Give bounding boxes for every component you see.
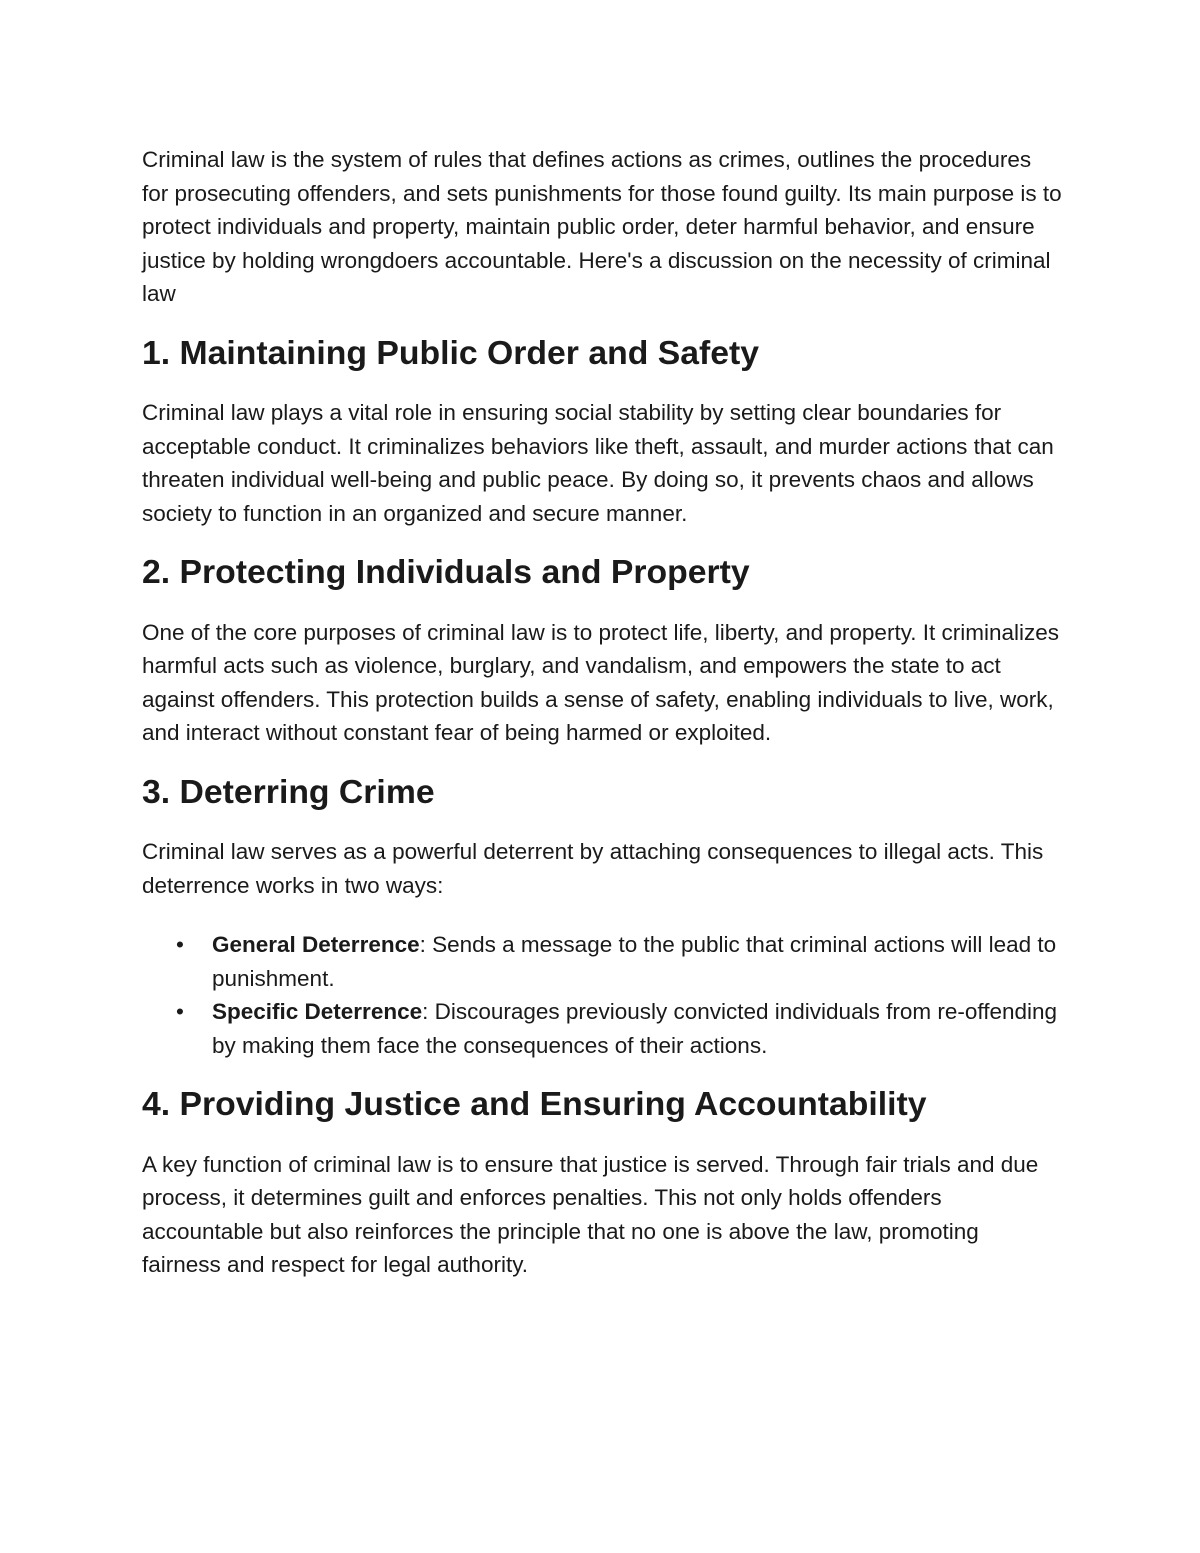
list-item: [142, 995, 1062, 1062]
list-item: [142, 928, 1062, 995]
intro-paragraph: Criminal law is the system of rules that defines actions as crimes, outlines the procedures for prosecuting offenders, and sets punishments for those found guilty. Its main purpose is to protect individuals and property, maintain public order, deter harmful behavior, and ensure justice by holding wrongdoers accountable. Here's a discussion on the necessity of criminal law: [142, 147, 1062, 306]
section-body-justice: A key function of criminal law is to ensure that justice is served. Through fair trials and due process, it determines guilt and enforces penalties. This not only holds offenders accountable but also reinforces the principle that no one is above the law, promoting fairness and respect for legal authority.: [142, 1151, 1039, 1277]
list-item-term: General Deterrence: [212, 932, 420, 957]
section-body-deterring: Criminal law serves as a powerful deterrent by attaching consequences to illegal acts. This deterrence works in two ways:: [142, 839, 1044, 898]
bullet-icon: •: [176, 999, 184, 1024]
section-heading-public-order: 1. Maintaining Public Order and Safety: [142, 333, 759, 372]
list-item-term: Specific Deterrence: [212, 999, 423, 1024]
section-body-protecting: One of the core purposes of criminal law is to protect life, liberty, and property. It criminalizes harmful acts such as violence, burglary, and vandalism, and empowers the state to act against offenders. This protection builds a sense of safety, enabling individuals to live, work, and interact without constant fear of being harmed or exploited.: [142, 619, 1060, 745]
section-body-public-order: Criminal law plays a vital role in ensuring social stability by setting clear boundaries for acceptable conduct. It criminalizes behaviors like theft, assault, and murder actions that can threaten individual well-being and public peace. By doing so, it prevents chaos and allows society to function in an organized and secure manner.: [142, 400, 1054, 526]
section-heading-justice: 4. Providing Justice and Ensuring Accountability: [142, 1085, 927, 1123]
list-item-text: : Sends a message to the public that criminal actions will lead to punishment.: [212, 932, 1057, 991]
bullet-icon: •: [176, 932, 184, 957]
deterrence-list: [142, 928, 1062, 1062]
section-heading-deterring: 3. Deterring Crime: [142, 772, 435, 811]
section-heading-protecting: 2. Protecting Individuals and Property: [142, 553, 750, 591]
document-page: [142, 143, 1062, 1308]
list-item-text: : Discourages previously convicted individuals from re-offending by making them face the consequences of their actions.: [212, 999, 1058, 1058]
